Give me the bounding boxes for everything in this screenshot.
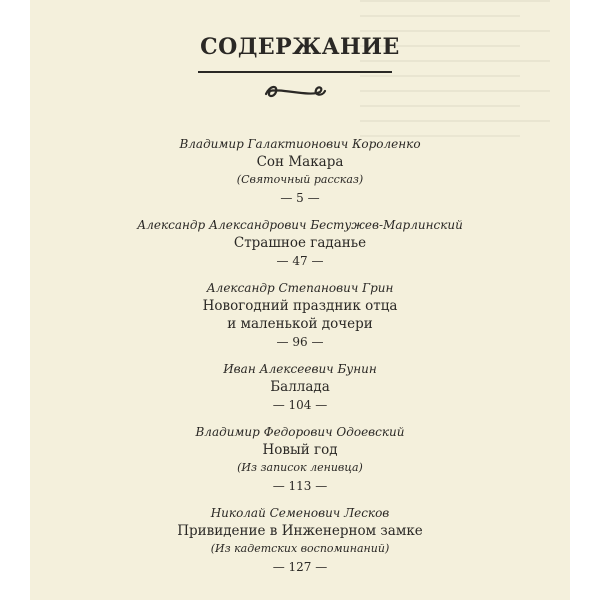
page-title: СОДЕРЖАНИЕ [200, 34, 400, 60]
book-page [30, 0, 570, 600]
show-through-text [360, 0, 560, 150]
title-underline [198, 71, 392, 73]
entry-subtitle: (Святочный рассказ) [236, 173, 364, 186]
toc-entry [30, 360, 570, 414]
entry-author: Владимир Галактионович Короленко [179, 137, 421, 151]
entry-work-title: Баллада [270, 379, 330, 395]
entry-page-number: — 127 — [272, 560, 328, 574]
entry-page-number: — 5 — [280, 191, 320, 205]
flourish-ornament-icon [260, 82, 330, 102]
toc-entry [30, 216, 570, 270]
entry-subtitle: (Из записок ленивца) [237, 461, 363, 474]
toc-entry [30, 423, 570, 495]
entry-author: Иван Алексеевич Бунин [223, 362, 377, 376]
entry-page-number: — 113 — [272, 479, 328, 493]
entry-subtitle: (Из кадетских воспоминаний) [210, 542, 390, 555]
entry-work-title: Новогодний праздник отца [202, 298, 398, 314]
entry-page-number: — 96 — [276, 335, 324, 349]
entry-work-title-continued: и маленькой дочери [227, 316, 373, 332]
entry-work-title: Страшное гаданье [233, 235, 367, 251]
toc-entry [30, 279, 570, 351]
entry-work-title: Новый год [262, 442, 338, 458]
toc-entry [30, 135, 570, 207]
toc-entry [30, 504, 570, 576]
entry-work-title: Сон Макара [256, 154, 344, 170]
entry-page-number: — 47 — [276, 254, 324, 268]
entry-author: Владимир Федорович Одоевский [195, 425, 405, 439]
entry-page-number: — 104 — [272, 398, 328, 412]
entry-author: Александр Александрович Бестужев-Марлинский [137, 218, 463, 232]
table-of-contents [30, 135, 570, 585]
entry-author: Николай Семенович Лесков [210, 506, 390, 520]
entry-author: Александр Степанович Грин [206, 281, 394, 295]
entry-work-title: Привидение в Инженерном замке [177, 523, 423, 539]
